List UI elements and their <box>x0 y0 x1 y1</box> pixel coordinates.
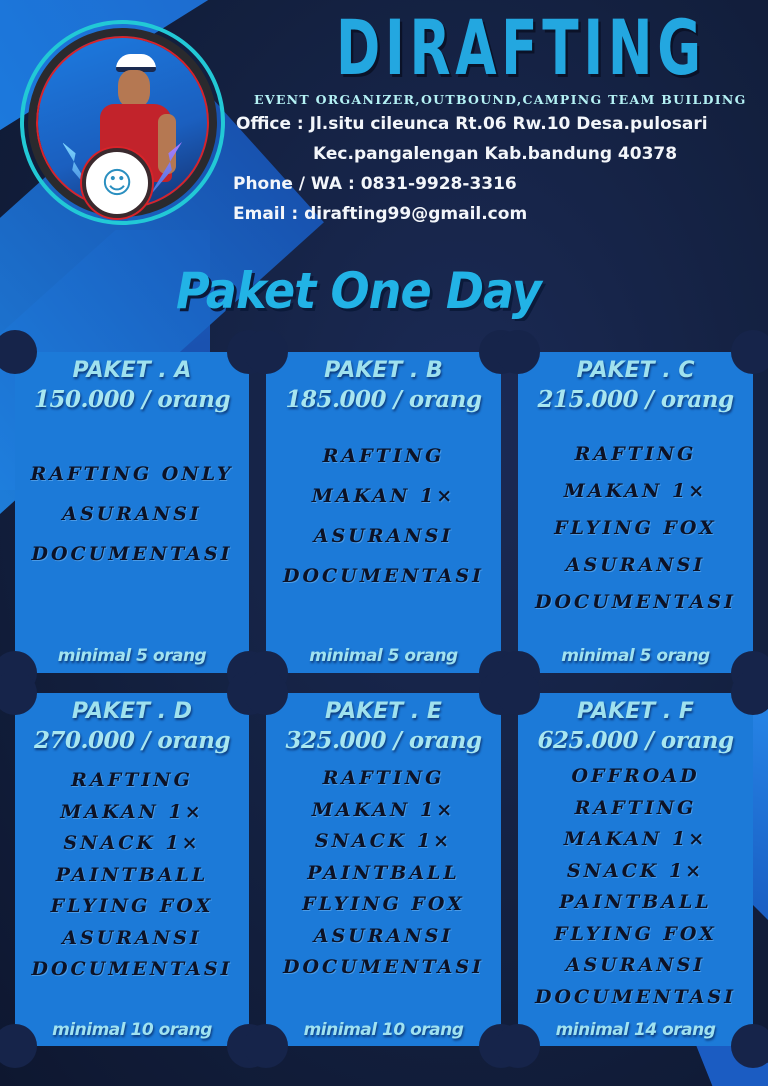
feature-item: MAKAN 1× <box>563 828 708 850</box>
feature-item: FLYING FOX <box>302 893 465 915</box>
feature-item: DOCUMENTASI <box>31 958 233 980</box>
package-title: PAKET . B <box>324 358 443 383</box>
email-address: Email : dirafting99@gmail.com <box>233 204 528 224</box>
feature-item: MAKAN 1× <box>311 485 456 507</box>
feature-item: ASURANSI <box>565 554 706 576</box>
package-price: 625.000 / orang <box>537 727 734 754</box>
profile-avatar <box>20 20 225 225</box>
office-address-line2: Kec.pangalengan Kab.bandung 40378 <box>313 144 678 164</box>
feature-item: SNACK 1× <box>566 859 705 882</box>
feature-item: ASURANSI <box>565 954 706 976</box>
feature-item: DOCUMENTASI <box>282 565 485 587</box>
feature-list <box>266 436 501 596</box>
feature-item: PAINTBALL <box>559 891 712 913</box>
minimum-participants: minimal 10 orang <box>303 1020 464 1040</box>
feature-item: RAFTING <box>322 767 445 789</box>
minimum-participants: minimal 5 orang <box>57 646 207 666</box>
package-title: PAKET . F <box>577 699 694 724</box>
package-card-c <box>518 352 753 673</box>
minimum-participants: minimal 5 orang <box>309 646 458 666</box>
feature-item: MAKAN 1× <box>563 480 708 502</box>
feature-list <box>518 436 753 621</box>
feature-item: ASURANSI <box>313 924 454 947</box>
package-price: 325.000 / orang <box>285 727 482 754</box>
feature-item: RAFTING <box>322 445 445 467</box>
feature-item: MAKAN 1× <box>60 800 204 823</box>
minimum-participants: minimal 10 orang <box>52 1020 212 1040</box>
package-price: 185.000 / orang <box>285 386 482 413</box>
brand-title: DIRAFTING <box>336 3 706 92</box>
package-price: 215.000 / orang <box>537 386 734 413</box>
feature-item: DOCUMENTASI <box>534 591 737 613</box>
package-title: PAKET . E <box>325 699 442 724</box>
feature-item: ASURANSI <box>62 926 202 949</box>
package-card-a <box>15 352 249 673</box>
feature-item: PAINTBALL <box>55 863 209 886</box>
minimum-participants: minimal 14 orang <box>555 1020 716 1040</box>
package-title: PAKET . D <box>71 699 193 724</box>
feature-item: DOCUMENTASI <box>31 543 233 565</box>
feature-item: SNACK 1× <box>314 830 453 852</box>
feature-list <box>518 761 753 1013</box>
feature-item: RAFTING <box>71 769 193 791</box>
feature-item: ASURANSI <box>62 503 202 525</box>
feature-list <box>266 763 501 984</box>
feature-item: DOCUMENTASI <box>282 956 485 978</box>
feature-item: RAFTING ONLY <box>30 463 234 485</box>
feature-item: RAFTING <box>574 443 697 465</box>
feature-item: ASURANSI <box>313 525 454 547</box>
package-price: 270.000 / orang <box>33 727 231 754</box>
package-card-d <box>15 693 249 1046</box>
minimum-participants: minimal 5 orang <box>561 646 710 666</box>
feature-item: FLYING FOX <box>554 517 717 539</box>
feature-item: DOCUMENTASI <box>534 985 737 1008</box>
rafter-mascot-icon: ☺ <box>82 148 152 218</box>
package-price: 150.000 / orang <box>33 386 231 413</box>
feature-item: SNACK 1× <box>63 832 201 854</box>
feature-item: PAINTBALL <box>307 861 460 884</box>
package-card-e <box>266 693 501 1046</box>
feature-item: FLYING FOX <box>554 922 717 945</box>
feature-item: OFFROAD <box>571 765 700 787</box>
package-card-f <box>518 693 753 1046</box>
feature-list <box>15 765 249 986</box>
feature-item: RAFTING <box>574 796 697 819</box>
office-address-line1: Office : Jl.situ cileunca Rt.06 Rw.10 Desa.pulosari <box>236 114 708 134</box>
package-title: PAKET . A <box>72 358 192 383</box>
package-title: PAKET . C <box>576 358 695 383</box>
feature-list <box>15 454 249 574</box>
feature-item: MAKAN 1× <box>311 798 456 821</box>
package-card-b <box>266 352 501 673</box>
tagline: EVENT ORGANIZER,OUTBOUND,CAMPING TEAM BUILDING <box>254 92 747 107</box>
phone-number: Phone / WA : 0831-9928-3316 <box>233 174 517 194</box>
feature-item: FLYING FOX <box>50 895 214 917</box>
page-headline: Paket One Day <box>176 262 541 320</box>
